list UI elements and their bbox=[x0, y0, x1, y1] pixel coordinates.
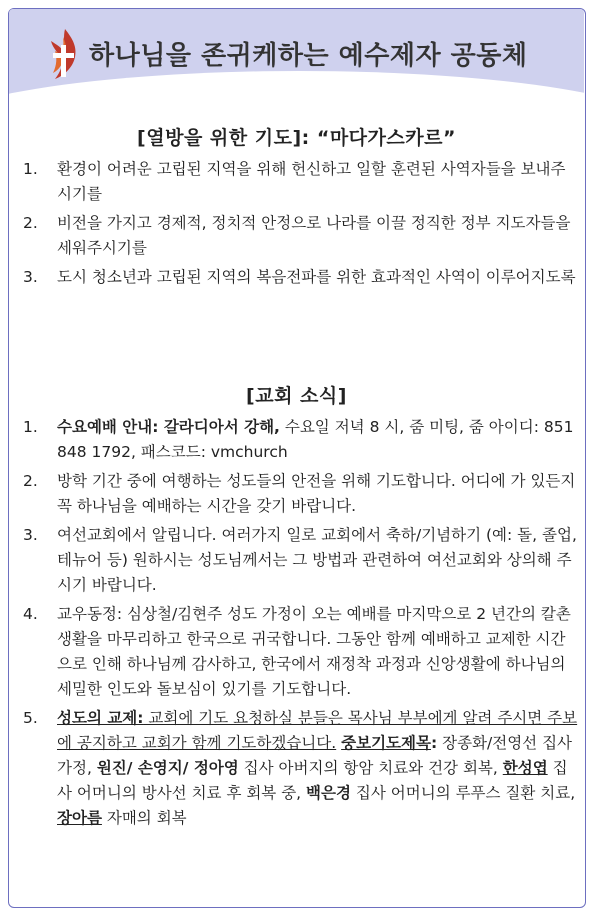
item-number: 1. bbox=[23, 418, 38, 436]
item-number: 4. bbox=[23, 605, 38, 623]
item-number: 2. bbox=[23, 214, 38, 232]
wednesday-service-label: 수요예배 안내: 갈라디아서 강해, bbox=[57, 418, 280, 436]
prayer-text: 집사 아버지의 항암 치료와 건강 회복, bbox=[238, 759, 503, 777]
prayer-text: 장종화/전영선 집사 가정, bbox=[57, 734, 573, 777]
intercession-label: 중보기도제목 bbox=[341, 734, 431, 752]
bulletin-page bbox=[8, 8, 586, 908]
item-text: 여선교회에서 알립니다. 여러가지 일로 교회에서 축하/기념하기 (예: 돌, 졸업, 테뉴어 등) 원하시는 성도님께서는 그 방법과 관련하여 여선교회와 상의해 주시기 바랍니다. bbox=[57, 526, 577, 594]
news-list bbox=[23, 415, 578, 835]
prayer-name: 한성엽 bbox=[502, 759, 548, 777]
fellowship-label: 성도의 교제: bbox=[57, 709, 144, 727]
prayer-item-3 bbox=[23, 265, 578, 290]
prayer-name: 원진 bbox=[96, 759, 127, 777]
church-name: 하나님을 존귀케하는 예수제자 공동체 bbox=[89, 41, 528, 71]
prayer-name: 손영지 bbox=[137, 759, 183, 777]
item-text: 수요일 저녁 8 시, 줌 미팅, 줌 아이디: 851 848 1792, 패스코드: vmchurch bbox=[57, 418, 574, 461]
prayer-text: 집사 어머니의 루푸스 질환 치료, bbox=[350, 784, 576, 802]
item-text: 교우동정: 심상철/김현주 성도 가정이 오는 예배를 마지막으로 2 년간의 칼촌 생활을 마무리하고 한국으로 귀국합니다. 그동안 함께 예배하고 교제한 시간으로 인해 하나님께 감사하고, 한국에서 재정착 과정과 신앙생활에 하나님의 세밀한 인도와 돌보심이 있기를 기도합니다. bbox=[57, 605, 571, 698]
header-curve bbox=[9, 71, 584, 101]
item-text: 환경이 어려운 고립된 지역을 위해 헌신하고 일할 훈련된 사역자들을 보내주시기를 bbox=[57, 160, 566, 203]
news-section-title: [교회 소식] bbox=[246, 385, 347, 407]
news-item-2 bbox=[23, 469, 578, 519]
prayer-name: 백은경 bbox=[306, 784, 351, 802]
fellowship-notice: 교회에 기도 요청하실 분들은 목사님 부부에게 알려 주시면 주보에 공지하고 교회가 함께 기도하겠습니다. bbox=[57, 709, 578, 752]
item-number: 5. bbox=[23, 709, 38, 727]
item-number: 3. bbox=[23, 268, 38, 286]
intercession-colon: : bbox=[430, 734, 438, 752]
prayer-name: 장아름 bbox=[57, 809, 102, 827]
prayer-separator: / bbox=[126, 759, 138, 777]
item-number: 2. bbox=[23, 472, 38, 490]
news-item-5 bbox=[23, 706, 578, 831]
prayer-text: 집사 어머니의 방사선 치료 후 회복 중, bbox=[57, 759, 568, 802]
prayer-item-2 bbox=[23, 211, 578, 261]
prayer-section-title: [열방을 위한 기도]: “마다가스카르” bbox=[137, 127, 456, 149]
prayer-name: 정아영 bbox=[193, 759, 239, 777]
item-text: 도시 청소년과 고립된 지역의 복음전파를 위한 효과적인 사역이 이루어지도록 bbox=[57, 268, 576, 286]
item-text: 비전을 가지고 경제적, 정치적 안정으로 나라를 이끌 정직한 정부 지도자들을 세워주시기를 bbox=[57, 214, 571, 257]
prayer-item-1 bbox=[23, 157, 578, 207]
news-item-3 bbox=[23, 523, 578, 598]
item-number: 1. bbox=[23, 160, 38, 178]
prayer-separator: / bbox=[182, 759, 194, 777]
prayer-text: 자매의 회복 bbox=[101, 809, 187, 827]
item-text: 방학 기간 중에 여행하는 성도들의 안전을 위해 기도합니다. 어디에 가 있든지 꼭 하나님을 예배하는 시간을 갖기 바랍니다. bbox=[57, 472, 576, 515]
prayer-list bbox=[23, 157, 578, 294]
church-flame-cross-icon bbox=[43, 27, 83, 81]
news-item-4 bbox=[23, 602, 578, 702]
header-banner bbox=[9, 9, 584, 101]
news-item-1 bbox=[23, 415, 578, 465]
item-number: 3. bbox=[23, 526, 38, 544]
